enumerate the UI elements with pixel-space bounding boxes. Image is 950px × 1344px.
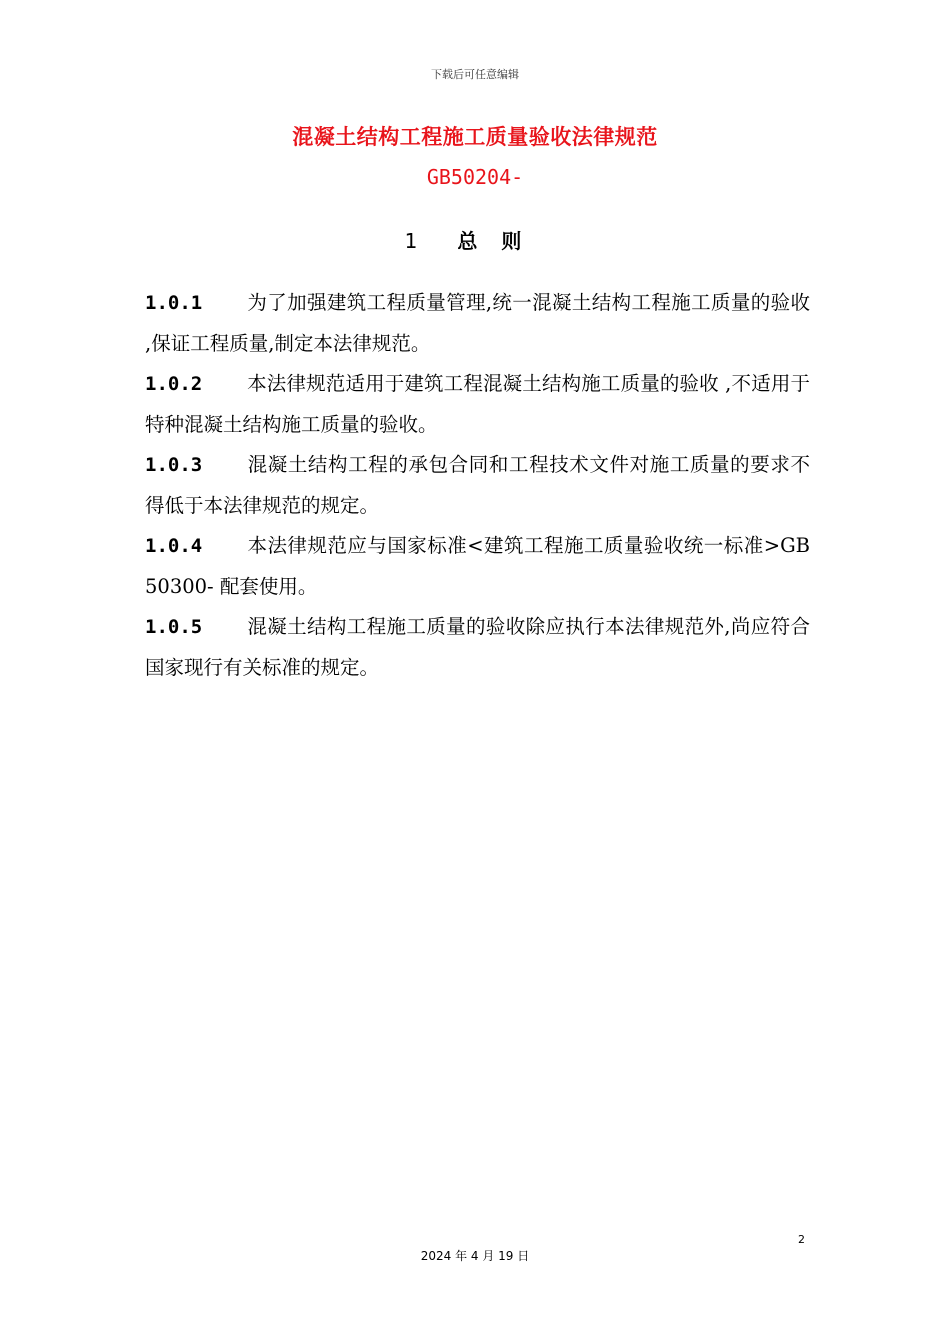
clause-1-0-4 [145,526,810,607]
clause-1-0-2 [145,364,810,445]
clause-number: 1.0.1 [145,292,203,314]
clause-number: 1.0.2 [145,373,203,395]
footer-date: 2024 年 4 月 19 日 [420,1249,530,1263]
chapter-name: 总则 [457,229,546,253]
chapter-heading [0,225,950,254]
clause-number: 1.0.3 [145,454,203,476]
clause-text: 混凝土结构工程施工质量的验收除应执行本法律规范外,尚应符合国家现行有关标准的规定。 [145,615,810,679]
page-number: 2 [798,1233,805,1246]
clause-text: 本法律规范适用于建筑工程混凝土结构施工质量的验收 ,不适用于特种混凝土结构施工质量的验收。 [145,372,810,436]
header-note: 下载后可任意编辑 [431,68,519,81]
clause-1-0-1 [145,283,810,364]
clause-list [145,283,810,688]
clause-number: 1.0.5 [145,616,203,638]
document-title: 混凝土结构工程施工质量验收法律规范 [292,125,658,149]
chapter-number: 1 [404,229,418,253]
clause-text: 混凝土结构工程的承包合同和工程技术文件对施工质量的要求不得低于本法律规范的规定。 [145,453,810,517]
clause-text: 为了加强建筑工程质量管理,统一混凝土结构工程施工质量的验收 ,保证工程质量,制定本法律规范。 [145,291,810,355]
clause-number: 1.0.4 [145,535,203,557]
clause-1-0-5 [145,607,810,688]
standard-code: GB50204- [426,165,524,189]
clause-1-0-3 [145,445,810,526]
clause-text: 本法律规范应与国家标准<建筑工程施工质量验收统一标准>GB 50300- 配套使用。 [145,534,810,598]
